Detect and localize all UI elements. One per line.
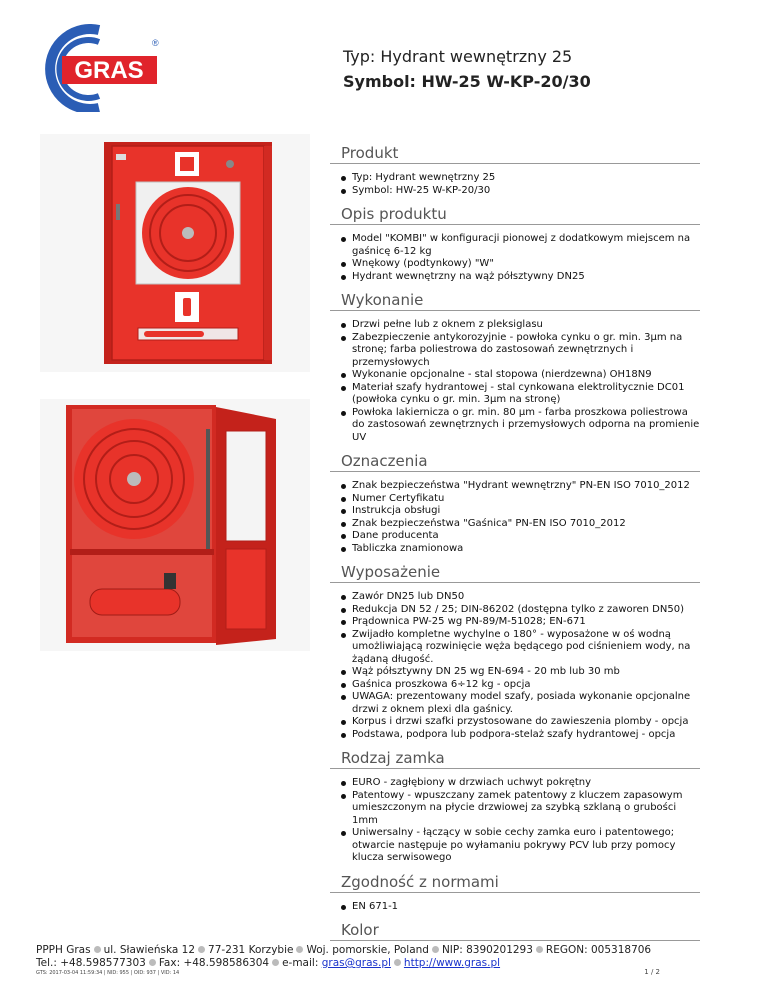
product-photo-closed [40, 134, 310, 372]
gras-logo [34, 24, 164, 112]
logo-registered: ® [152, 38, 159, 48]
list-item: Instrukcja obsługi [352, 505, 700, 518]
footer-address-row [36, 944, 736, 957]
list-item: Materiał szafy hydrantowej - stal cynkowana elektrolitycznie DC01 (powłoka cynku o gr. min. 3µm na stronę) [352, 382, 700, 407]
section-title: Produkt [330, 144, 700, 164]
footer-contact-row [36, 957, 736, 970]
separator-dot-icon [94, 946, 101, 953]
footer-nip: NIP: 8390201293 [441, 944, 533, 956]
section-title: Zgodność z normami [330, 873, 700, 893]
list-item: Zwijadło kompletne wychylne o 180° - wyposażone w oś wodną umożliwiającą rozwinięcie węża będącego pod ciśnieniem wody, na żądaną długość. [352, 629, 700, 667]
list-item: Uniwersalny - łączący w sobie cechy zamka euro i patentowego; otwarcie następuje po wyłamaniu pokrywy PCV lub przy pomocy klucza serwisowego [352, 827, 700, 865]
section-title: Wyposażenie [330, 563, 700, 583]
list-item: Wnękowy (podtynkowy) "W" [352, 258, 700, 271]
footer-email-link[interactable]: gras@gras.pl [321, 957, 391, 969]
header-symbol: Symbol: HW-25 W-KP-20/30 [343, 72, 591, 91]
section-title: Opis produktu [330, 205, 700, 225]
separator-dot-icon [296, 946, 303, 953]
list-item: Typ: Hydrant wewnętrzny 25 [352, 172, 700, 185]
separator-dot-icon [198, 946, 205, 953]
list-item: Tabliczka znamionowa [352, 543, 700, 556]
footer-www-link[interactable]: http://www.gras.pl [403, 957, 501, 969]
list-item: Powłoka lakiernicza o gr. min. 80 µm - farba proszkowa poliestrowa do zastosowań zewnętrznych i przemysłowych odporna na promienie UV [352, 406, 700, 443]
list-item: Zawór DN25 lub DN50 [352, 591, 700, 604]
section-title: Oznaczenia [330, 452, 700, 472]
section-title: Kolor [330, 921, 700, 941]
footer-gts: GTS: 2017-03-04 11:59:34 | NID: 955 | OID: 937 | VID: 14 [36, 970, 180, 976]
footer-fax: Fax: +48.598586304 [158, 957, 270, 969]
list-item: UWAGA: prezentowany model szafy, posiada wykonanie opcjonalne drzwi z oknem plexi dla gaśnicy. [352, 691, 700, 716]
list-item: Redukcja DN 52 / 25; DIN-86202 (dostępna tylko z zaworen DN50) [352, 604, 700, 617]
section-kolor [330, 921, 700, 941]
section-title: Rodzaj zamka [330, 749, 700, 769]
list-item: Znak bezpieczeństwa "Gaśnica" PN-EN ISO 7010_2012 [352, 518, 700, 531]
footer-regon: REGON: 005318706 [545, 944, 652, 956]
list-item: EN 671-1 [352, 901, 700, 914]
separator-dot-icon [272, 959, 279, 966]
logo-text: GRAS [74, 57, 144, 84]
footer-tel: Tel.: +48.598577303 [36, 957, 146, 969]
separator-dot-icon [149, 959, 156, 966]
list-item: EURO - zagłębiony w drzwiach uchwyt pokrętny [352, 777, 700, 790]
list-item: Podstawa, podpora lub podpora-stelaż szafy hydrantowej - opcja [352, 729, 700, 742]
footer [36, 944, 736, 977]
list-item: Model "KOMBI" w konfiguracji pionowej z dodatkowym miejscem na gaśnicę 6-12 kg [352, 233, 700, 258]
list-item: Dane producenta [352, 530, 700, 543]
separator-dot-icon [394, 959, 401, 966]
section-zgodnosc [330, 873, 700, 914]
list-item: Symbol: HW-25 W-KP-20/30 [352, 185, 700, 198]
section-title: Wykonanie [330, 291, 700, 311]
footer-email-label: e-mail: [282, 957, 319, 969]
separator-dot-icon [536, 946, 543, 953]
footer-company: PPPH Gras [36, 944, 91, 956]
list-item: Gaśnica proszkowa 6÷12 kg - opcja [352, 679, 700, 692]
list-item: Prądownica PW-25 wg PN-89/M-51028; EN-671 [352, 616, 700, 629]
list-item: Znak bezpieczeństwa "Hydrant wewnętrzny" PN-EN ISO 7010_2012 [352, 480, 700, 493]
section-oznaczenia [330, 452, 700, 555]
section-produkt [330, 144, 700, 197]
section-wyposazenie [330, 563, 700, 741]
section-opis-produktu [330, 205, 700, 283]
page-number: 1 / 2 [644, 968, 660, 976]
list-item: Zabezpieczenie antykorozyjnie - powłoka cynku o gr. min. 3µm na stronę; farba poliestrowa do zastosowań zewnętrznych i przemysłowych [352, 332, 700, 370]
list-item: Numer Certyfikatu [352, 493, 700, 506]
product-content [330, 144, 700, 949]
product-photo-open [40, 399, 310, 651]
footer-city: 77-231 Korzybie [208, 944, 294, 956]
list-item: Hydrant wewnętrzny na wąż półsztywny DN25 [352, 271, 700, 284]
footer-region: Woj. pomorskie, Poland [306, 944, 429, 956]
separator-dot-icon [432, 946, 439, 953]
section-wykonanie [330, 291, 700, 444]
header-type: Typ: Hydrant wewnętrzny 25 [343, 47, 573, 66]
list-item: Drzwi pełne lub z oknem z pleksiglasu [352, 319, 700, 332]
footer-street: ul. Sławieńska 12 [103, 944, 196, 956]
list-item: Wąż półsztywny DN 25 wg EN-694 - 20 mb lub 30 mb [352, 666, 700, 679]
list-item: Patentowy - wpuszczany zamek patentowy z kluczem zapasowym umieszczonym na płycie drzwiowej za szybką szklaną o grubości 1mm [352, 790, 700, 828]
list-item: Korpus i drzwi szafki przystosowane do zawieszenia plomby - opcja [352, 716, 700, 729]
list-item: Wykonanie opcjonalne - stal stopowa (nierdzewna) OH18N9 [352, 369, 700, 382]
section-rodzaj-zamka [330, 749, 700, 865]
